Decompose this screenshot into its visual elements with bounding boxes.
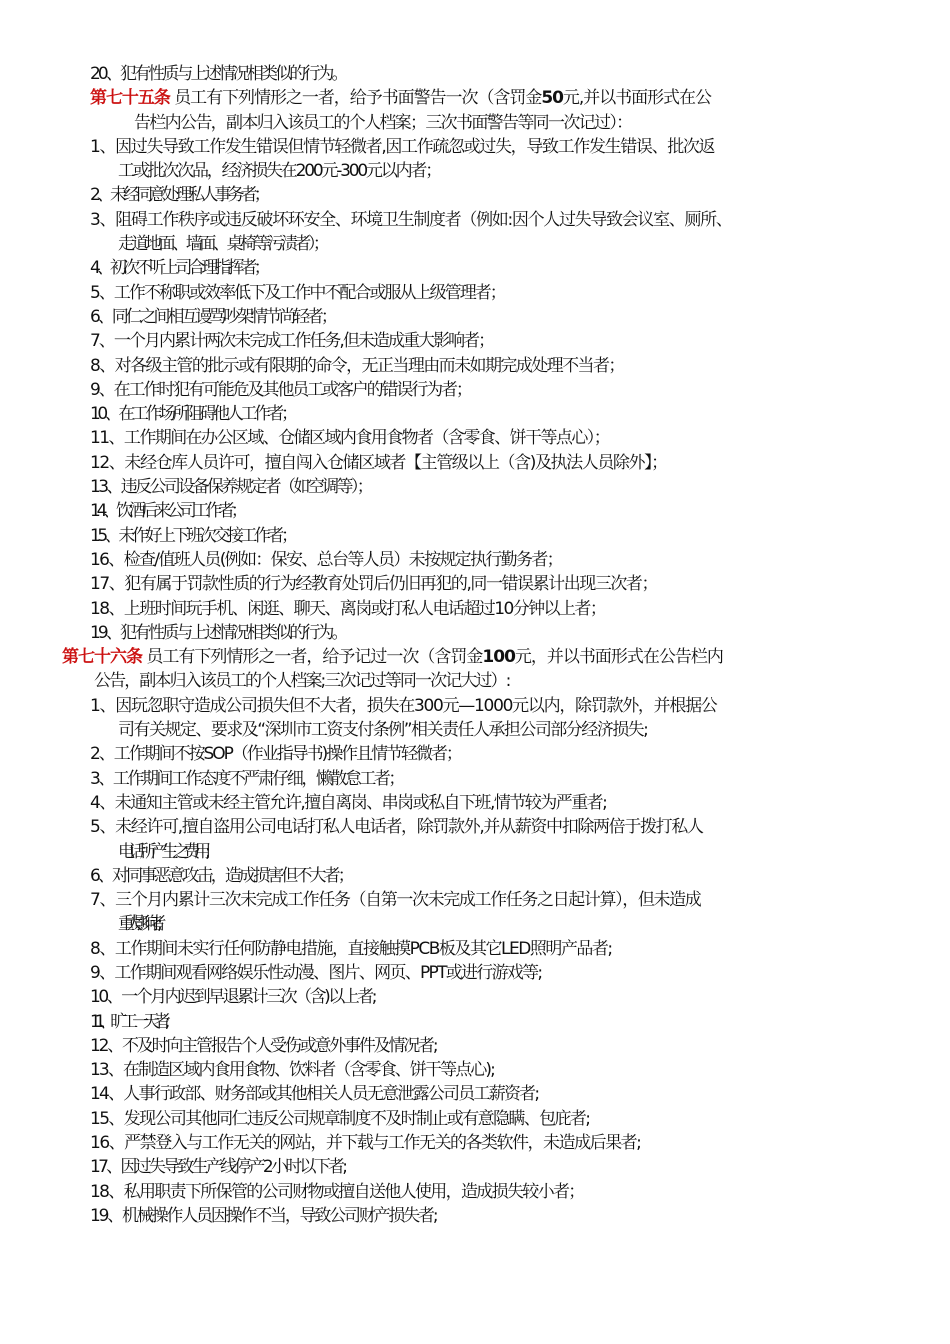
list-item: 7、三个月内累计三次未完成工作任务（自第一次未完成工作任务之日起计算），但未造成 xyxy=(90,890,701,911)
list-item: 16、检查/值班人员(例如：保安、总台等人员）未按规定执行勤务者； xyxy=(90,549,562,570)
list-item: 16、严禁登入与工作无关的网站，并下载与工作无关的各类软件，未造成后果者; xyxy=(90,1133,641,1154)
article-76-heading xyxy=(0,645,950,669)
article-75-heading-cont: 告栏内公告，副本归入该员工的个人档案；三次书面警告等同一次记过）： xyxy=(134,112,632,133)
list-item-cont: 走道地面、墙面、桌椅等污渍者）； xyxy=(118,234,327,255)
article-75-heading xyxy=(0,86,950,110)
list-item: 2、未经同意处理私人事务者； xyxy=(90,185,267,206)
list-item: 15、未作好上下班次交接工作者； xyxy=(90,525,295,546)
list-item: 1、因玩忽职守造成公司损失但不大者，损失在300元—1000元以内，除罚款外，并根据公 xyxy=(90,695,717,716)
list-item: 12、未经仓库人员许可，擅自闯入仓储区域者【主管级以上（含)及执法人员除外】； xyxy=(90,452,667,473)
list-item: 10、在工作场所阻碍他人工作者； xyxy=(90,404,295,425)
list-item: 8、对各级主管的批示或有限期的命令，无正当理由而未如期完成处理不当者； xyxy=(90,355,624,376)
list-item: 14、人事行政部、财务部或其他相关人员无意泄露公司员工薪资者; xyxy=(90,1084,539,1105)
list-item: 3、阻碍工作秩序或违反破坏环安全、环境卫生制度者（例如:因个人过失导致会议室、厕所、 xyxy=(90,209,732,230)
list-item: 17、因过失导致生产线停产2小时以下者; xyxy=(90,1157,346,1178)
list-item: 6、对同事恶意攻击，造成损害但不大者； xyxy=(90,865,352,886)
list-item: 12、不及时向主管报告个人受伤或意外事件及情况者; xyxy=(90,1035,437,1056)
list-item: 11、工作期间在办公区域、仓储区域内食用食物者（含零食、饼干等点心）； xyxy=(90,428,610,449)
list-item: 5、未经许可,擅自盗用公司电话打私人电话者，除罚款外,并从薪资中扣除两倍于拨打私人 xyxy=(90,817,703,838)
list-item: 13、违反公司设备保养规定者（如空调等）； xyxy=(90,477,372,498)
list-item: 8、工作期间未实行任何防静电措施，直接触摸PCB板及其它LED照明产品者; xyxy=(90,938,612,959)
fine-amount: 50 xyxy=(541,88,563,109)
list-item: 9、工作期间观看网络娱乐性动漫、图片、网页、PPT或进行游戏等; xyxy=(90,962,542,983)
list-item: 5、工作不称职或效率低下及工作中不配合或服从上级管理者； xyxy=(90,282,505,303)
list-item-cont: 电话所产生之费用; xyxy=(118,841,205,862)
list-item-cont: 重大影响者; xyxy=(118,914,154,935)
list-item: 2、工作期间不按SOP（作业指导书)操作且情节轻微者； xyxy=(90,744,461,765)
list-item: 19、犯有性质与上述情况相类似的行为。 xyxy=(90,622,346,643)
list-item: 4、未通知主管或未经主管允许,擅自离岗、串岗或私自下班,情节较为严重者; xyxy=(90,792,607,813)
list-item: 15、发现公司其他同仁违反公司规章制度不及时制止或有意隐瞒、包庇者; xyxy=(90,1108,590,1129)
list-item: 17、犯有属于罚款性质的行为经教育处罚后仍旧再犯的,同一错误累计出现三次者； xyxy=(90,574,658,595)
article-label: 第七十五条 xyxy=(90,88,170,109)
article-text: 员工有下列情形之一者，给予记过一次（含罚金 xyxy=(146,647,483,668)
article-76-heading-cont: 公告，副本归入该员工的个人档案;三次记过等同一次记大过）: xyxy=(94,671,510,692)
list-item: 11、旷工一天者; xyxy=(90,1011,165,1032)
list-item-cont: 工或批次次品，经济损失在200元-300元以内者； xyxy=(118,161,441,182)
document-page xyxy=(0,62,950,1228)
list-item: 7、一个月内累计两次未完成工作任务,但未造成重大影响者； xyxy=(90,331,494,352)
article-text: 元,并以书面形式在公 xyxy=(562,88,711,109)
list-item: 13、在制造区域内食用食物、饮料者（含零食、饼干等点心); xyxy=(90,1060,494,1081)
list-item: 1、因过失导致工作发生错误但情节轻微者,因工作疏忽或过失，导致工作发生错误、批次返 xyxy=(90,136,715,157)
list-item-cont: 司有关规定、要求及“深圳市工资支付条例”相关责任人承担公司部分经济损失; xyxy=(118,720,648,741)
list-item: 18、私用职责下所保管的公司财物或擅自送他人使用，造成损失较小者； xyxy=(90,1181,584,1202)
fine-amount: 100 xyxy=(482,647,515,668)
list-item: 20、犯有性质与上述情况相类似的行为。 xyxy=(90,64,346,84)
list-item: 4、初次不听上司合理指挥者； xyxy=(90,258,267,279)
list-item: 10、一个月内迟到早退累计三次（含)以上者; xyxy=(90,987,375,1008)
list-item: 9、在工作时犯有可能危及其他员工或客户的错误行为者； xyxy=(90,379,471,400)
list-item: 19、机械操作人员因操作不当，导致公司财产损失者; xyxy=(90,1205,437,1226)
article-text: 员工有下列情形之一者，给予书面警告一次（含罚金 xyxy=(174,88,542,109)
article-text: 元，并以书面形式在公告栏内 xyxy=(514,647,723,668)
list-item: 18、上班时间玩手机、闲逛、聊天、离岗或打私人电话超过10分钟以上者； xyxy=(90,598,606,619)
article-label: 第七十六条 xyxy=(62,647,142,668)
list-item: 6、同仁之间相互谩骂吵架情节尚轻者； xyxy=(90,306,335,327)
list-item: 3、工作期间工作态度不严肃仔细，懒散怠工者； xyxy=(90,768,403,789)
list-item: 14、饮酒后来公司工作者； xyxy=(90,501,244,522)
